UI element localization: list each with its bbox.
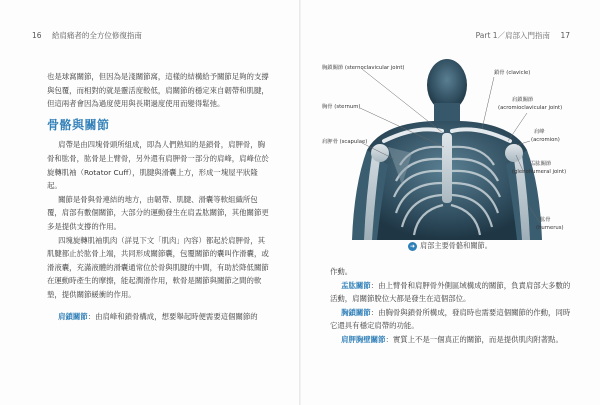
book-title: 給肩痛者的全方位修復指南 xyxy=(51,31,142,40)
term-sc-text: ：由胸骨與鎖骨所構成，發肩時也需要這個關節的作動，同時它還具有穩定肩帶的功能。 xyxy=(330,307,571,331)
label-sternoclavicular-joint: 胸鎖關節 (sternoclavicular joint) xyxy=(322,65,405,71)
term-gh-joint: 盂肱關節 xyxy=(341,280,371,290)
label-scapula: 肩胛骨 (scapulae) xyxy=(322,139,368,145)
section-title: 骨骼與關節 xyxy=(47,117,110,132)
term-paragraph-gh xyxy=(330,279,575,306)
part-label: Part 1／肩部入門指南 xyxy=(475,31,551,40)
right-humeral-head xyxy=(505,144,523,162)
caption-arrow-icon: ➜ xyxy=(409,242,416,250)
body-paragraph-1: 肩帶是由四塊骨頭所組成，即為人們熟知的是鎖骨，肩胛骨，胸骨和肱骨，肱骨是上臂骨，另外還有肩胛骨一部分的肩峰，肩峰位於旋轉肌袖（Rotator Cuff），肌腱與滑囊上方，形成一塊屋平狀隆起。 xyxy=(47,140,269,191)
label-gh-joint-cn: 盂肱關節 xyxy=(530,161,552,167)
term-ac-joint: 肩鎖關節 xyxy=(58,311,88,321)
label-acromion-cn: 肩峰 xyxy=(534,129,545,135)
term-paragraph-st xyxy=(330,333,575,347)
shoulder-skeleton-illustration xyxy=(322,55,572,240)
label-humerus-en: (humerus) xyxy=(536,225,564,231)
figure-caption xyxy=(408,241,492,251)
term-st-joint: 肩胛胸壁關節 xyxy=(341,334,386,344)
left-page-number: 16 xyxy=(32,31,42,40)
label-humerus-cn: 肱骨 xyxy=(540,217,551,223)
left-column xyxy=(47,70,269,323)
body-paragraph-2: 關節是骨與骨連結的地方，由韌帶、肌腱、滑囊等軟組織所包覆，肩部有數個關節，大部分的運動發生在肩盂肱關節，其他關節更多是提供支撐的作用。 xyxy=(47,194,269,231)
continued-line: 作動。 xyxy=(330,267,353,276)
figure-caption-text: 肩部主要骨骼和關節。 xyxy=(420,241,492,250)
label-gh-joint-en: (glenohumeral joint) xyxy=(512,169,567,175)
term-paragraph-sc xyxy=(330,306,575,333)
term-sc-joint: 胸鎖關節 xyxy=(341,307,371,317)
right-page-header xyxy=(476,30,570,41)
body-paragraph-3: 四塊旋轉肌袖肌肉（詳見下文「肌肉」內容）都起於肩胛骨，其肌腱都止於肱骨上端，共同形成關節囊，包覆關節的囊叫作滑囊，或滑液囊，充滿液體的滑囊通常位於骨與肌腱的中間，有助於降低關節在運動時產生的摩擦，能起潤滑作用，軟骨是關節與關節之間的軟墊，提供關節緩衝的作用。 xyxy=(47,235,269,299)
right-column xyxy=(330,265,575,347)
right-page-number: 17 xyxy=(560,31,570,40)
label-ac-joint-cn: 肩鎖關節 xyxy=(512,97,534,103)
term-gh-text: ：由上臂骨和肩胛骨外側區域構成的關節，負責肩部大多數的活動，肩關節脫位大都是發生在這個部位。 xyxy=(330,280,571,304)
anatomy-figure xyxy=(322,55,572,240)
intro-paragraph: 也是球窩關節，但因為是淺關節窩，這樣的結構給予關節足夠的支撐與包覆，而相對的就是靈活度較低，肩關節的穩定來自韌帶和肌腱，但這兩者會因為過度使用與長期過度使用而變得鬆弛。 xyxy=(47,72,269,109)
left-humeral-head xyxy=(371,144,389,162)
label-sternum: 胸骨 (sternum) xyxy=(322,104,361,110)
term-st-text: ：實質上不是一個真正的關節，而是提供肌肉附著點。 xyxy=(385,334,563,344)
sternum-bone xyxy=(442,133,452,203)
label-clavicle: 鎖骨 (clavicle) xyxy=(494,70,531,76)
page-gutter xyxy=(299,0,301,405)
left-page-header xyxy=(32,30,142,41)
term-paragraph-ac xyxy=(47,310,269,324)
term-ac-text: ：由肩峰和鎖骨構成，想要舉起時便需要這個關節的 xyxy=(87,311,258,321)
label-ac-joint-en: (acromioclavicular joint) xyxy=(498,105,563,111)
label-acromion-en: (acromion) xyxy=(531,137,560,143)
